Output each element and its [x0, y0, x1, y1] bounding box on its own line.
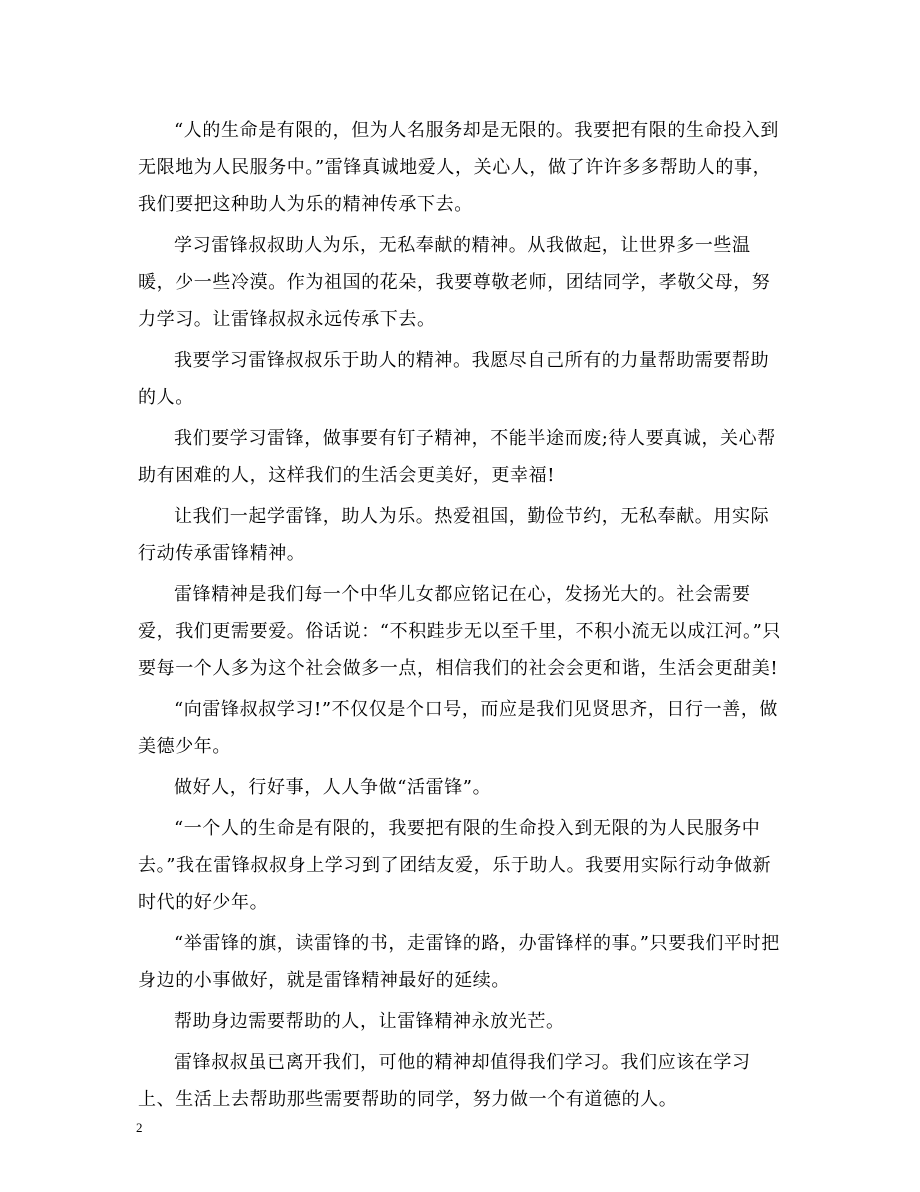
document-body [138, 112, 786, 1122]
paragraph: “人的生命是有限的，但为人名服务却是无限的。我要把有限的生命投入到无限地为人民服务中。”雷锋真诚地爱人，关心人，做了许许多多帮助人的事，我们要把这种助人为乐的精神传承下去。 [138, 120, 779, 215]
paragraph: 我要学习雷锋叔叔乐于助人的精神。我愿尽自己所有的力量帮助需要帮助的人。 [138, 350, 770, 408]
paragraph: 雷锋精神是我们每一个中华儿女都应铭记在心，发扬光大的。社会需要爱，我们更需要爱。俗话说：“不积跬步无以至千里，不积小流无以成江河。”只要每一个人多为这个社会做多一点，相信我们的社会会更和谐，生活会更甜美! [138, 584, 782, 679]
paragraph: 做好人，行好事，人人争做“活雷锋”。 [174, 777, 492, 798]
paragraph: “向雷锋叔叔学习!”不仅仅是个口号，而应是我们见贤思齐，日行一善，做美德少年。 [138, 699, 779, 757]
paragraph: 让我们一起学雷锋，助人为乐。热爱祖国，勤俭节约，无私奉献。用实际行动传承雷锋精神。 [138, 506, 770, 564]
page-number: 2 [136, 1120, 143, 1135]
paragraph: “一个人的生命是有限的，我要把有限的生命投入到无限的为人民服务中去。”我在雷锋叔叔身上学习到了团结友爱，乐于助人。我要用实际行动争做新时代的好少年。 [138, 818, 772, 913]
paragraph: 雷锋叔叔虽已离开我们，可他的精神却值得我们学习。我们应该在学习上、生活上去帮助那些需要帮助的同学，努力做一个有道德的人。 [138, 1052, 751, 1110]
paragraph: 帮助身边需要帮助的人，让雷锋精神永放光芒。 [174, 1011, 565, 1032]
paragraph: 我们要学习雷锋，做事要有钉子精神，不能半途而废;待人要真诚，关心帮助有困难的人，这样我们的生活会更美好，更幸福! [138, 428, 776, 486]
paragraph: 学习雷锋叔叔助人为乐，无私奉献的精神。从我做起，让世界多一些温暖，少一些冷漠。作为祖国的花朵，我要尊敬老师，团结同学，孝敬父母，努力学习。让雷锋叔叔永远传承下去。 [138, 235, 771, 330]
paragraph: “举雷锋的旗，读雷锋的书，走雷锋的路，办雷锋样的事。”只要我们平时把身边的小事做好，就是雷锋精神最好的延续。 [138, 933, 780, 991]
